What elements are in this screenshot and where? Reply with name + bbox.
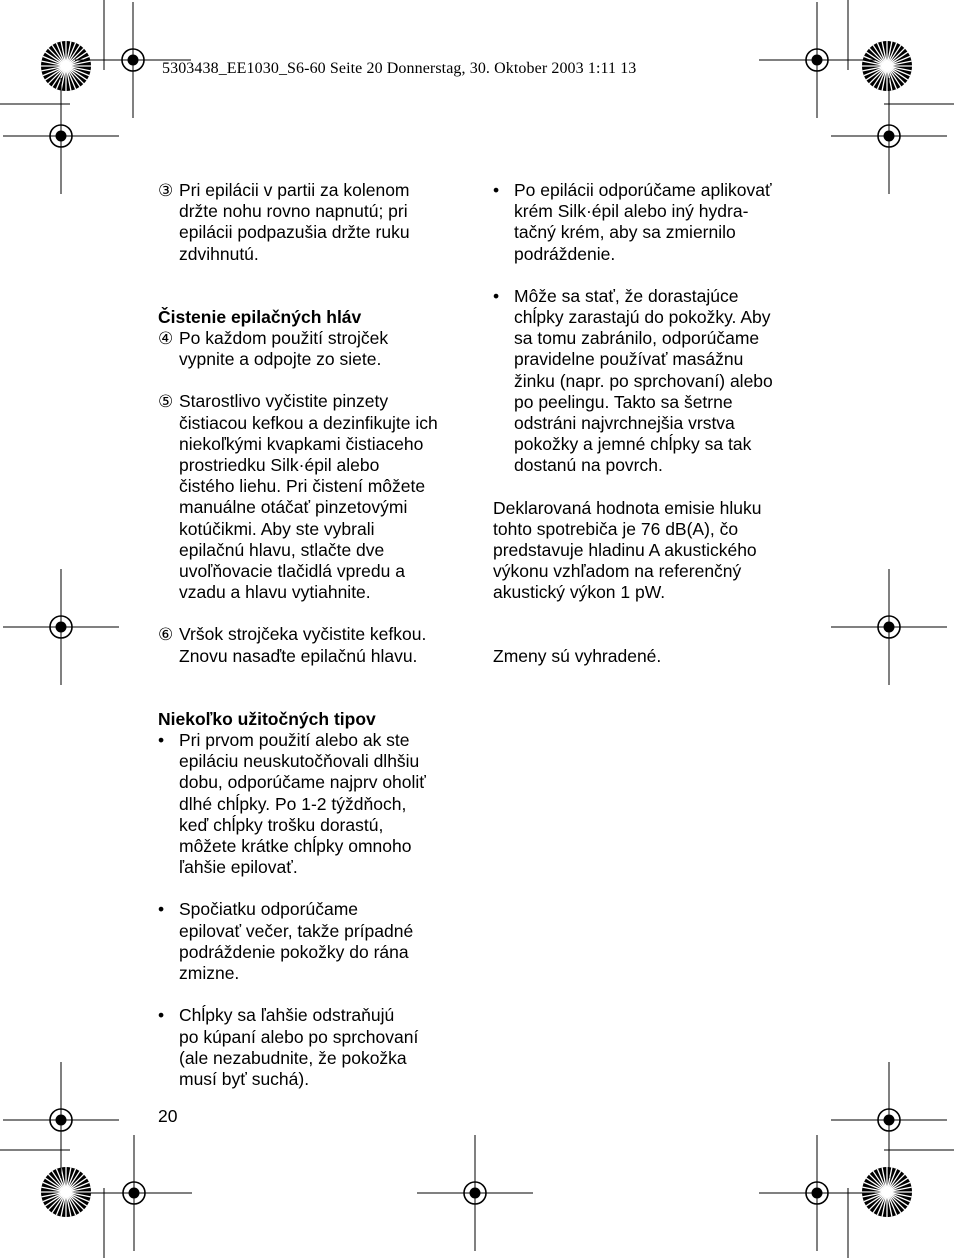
- step-number: ⑤: [158, 392, 174, 412]
- step-line: Pri epilácii v partii za kolenom: [179, 180, 410, 200]
- tip-line: tačný krém, aby sa zmiernilo: [514, 222, 736, 243]
- step-line: Po každom použití strojček: [179, 328, 389, 349]
- tip-2: [158, 899, 463, 984]
- bullet-icon: •: [158, 1005, 165, 1026]
- right-column: [493, 180, 798, 667]
- noise-line: Deklarovaná hodnota emisie hluku: [493, 497, 762, 518]
- tip-line: Chĺpky sa ľahšie odstraňujú: [179, 1005, 395, 1026]
- step-line: uvoľňovacie tlačidlá vpredu a: [179, 561, 405, 582]
- bullet-icon: •: [158, 730, 165, 751]
- bullet-icon: •: [493, 285, 500, 306]
- step-line: epilačnú hlavu, stlačte dve: [179, 539, 385, 560]
- step-line: vypnite a odpojte zo siete.: [179, 349, 382, 370]
- tip-line: sa tomu zabránilo, odporúčame: [514, 328, 760, 349]
- tip-4: [493, 180, 798, 265]
- tip-line: pokožky a jemné chĺpky sa tak: [514, 434, 752, 455]
- step-line: čistiacou kefkou a dezinfikujte ich: [179, 412, 438, 433]
- noise-declaration: [493, 498, 798, 604]
- tip-line: dlhé chĺpky. Po 1-2 týždňoch,: [179, 793, 407, 814]
- step-line: vzadu a hlavu vytiahnite.: [179, 582, 371, 603]
- step-6: [158, 624, 463, 666]
- tip-5: [493, 286, 798, 477]
- tip-line: podráždenie.: [514, 243, 616, 264]
- noise-line: akustický výkon 1 pW.: [493, 582, 666, 603]
- tip-line: po kúpaní alebo po sprchovaní: [179, 1026, 419, 1047]
- cleaning-heading: Čistenie epilačných hláv: [158, 306, 362, 327]
- tip-line: podráždenie pokožky do rána: [179, 941, 409, 962]
- step-line: prostriedku Silk·épil alebo: [179, 455, 380, 476]
- tip-line: Môže sa stať, že dorastajúce: [514, 285, 739, 306]
- tip-line: chĺpky zarastajú do pokožky. Aby: [514, 307, 771, 328]
- step-line: čistého liehu. Pri čistení môžete: [179, 476, 426, 497]
- bullet-icon: •: [493, 180, 500, 200]
- tip-line: dostanú na povrch.: [514, 455, 663, 476]
- step-5: [158, 391, 463, 603]
- print-header: 5303438_EE1030_S6-60 Seite 20 Donnerstag, 30. Oktober 2003 1:11 13: [162, 60, 637, 77]
- tip-line: odstráni najvrchnejšia vrstva: [514, 413, 735, 434]
- step-line: Znovu nasaďte epilačnú hlavu.: [179, 645, 418, 666]
- tip-line: žinku (napr. po sprchovaní) alebo: [514, 370, 773, 391]
- step-line: manuálne otáčať pinzetovými: [179, 497, 408, 518]
- step-number: ④: [158, 329, 174, 349]
- tip-line: po peelingu. Takto sa šetrne: [514, 391, 733, 412]
- tip-line: Pri prvom použití alebo ak ste: [179, 730, 410, 751]
- step-line: držte nohu rovno napnutú; pri: [179, 201, 408, 222]
- step-line: niekoľkými kvapkami čistiaceho: [179, 433, 424, 454]
- tip-line: Po epilácii odporúčame aplikovať: [514, 180, 772, 200]
- tip-line: ľahšie epilovať.: [179, 857, 298, 878]
- tip-line: krém Silk·épil alebo iný hydra-: [514, 201, 749, 222]
- tip-line: Spočiatku odporúčame: [179, 899, 358, 920]
- tip-line: môžete krátke chĺpky omnoho: [179, 836, 412, 857]
- step-number: ⑥: [158, 625, 174, 645]
- step-line: kotúčikmi. Aby ste vybrali: [179, 518, 375, 539]
- step-line: Starostlivo vyčistite pinzety: [179, 391, 389, 412]
- noise-line: výkonu vzhľadom na referenčný: [493, 561, 742, 582]
- tip-line: dobu, odporúčame najprv oholiť: [179, 772, 426, 793]
- noise-line: predstavuje hladinu A akustického: [493, 540, 757, 561]
- tip-1: [158, 730, 463, 878]
- step-3: [158, 180, 463, 265]
- tip-line: pravidelne používať masážnu: [514, 349, 744, 370]
- bullet-icon: •: [158, 899, 165, 920]
- changes-reserved: Zmeny sú vyhradené.: [493, 645, 662, 666]
- tip-line: musí byť suchá).: [179, 1068, 310, 1089]
- step-4: [158, 328, 463, 370]
- tip-line: (ale nezabudnite, že pokožka: [179, 1047, 407, 1068]
- step-line: Vršok strojčeka vyčistite kefkou.: [179, 624, 427, 645]
- tip-3: [158, 1005, 463, 1090]
- tip-line: epiláciu neuskutočňovali dlhšiu: [179, 751, 420, 772]
- step-line: zdvihnutú.: [179, 243, 259, 264]
- step-line: epilácii podpazušia držte ruku: [179, 222, 410, 243]
- step-number: ③: [158, 181, 174, 200]
- page-number: 20: [158, 1106, 178, 1126]
- tip-line: zmizne.: [179, 963, 240, 984]
- noise-line: tohto spotrebiča je 76 dB(A), čo: [493, 518, 739, 539]
- tips-heading: Niekoľko užitočných tipov: [158, 708, 376, 729]
- tip-line: keď chĺpky trošku dorastú,: [179, 814, 384, 835]
- left-column: [158, 180, 463, 1090]
- tip-line: epilovať večer, takže prípadné: [179, 920, 414, 941]
